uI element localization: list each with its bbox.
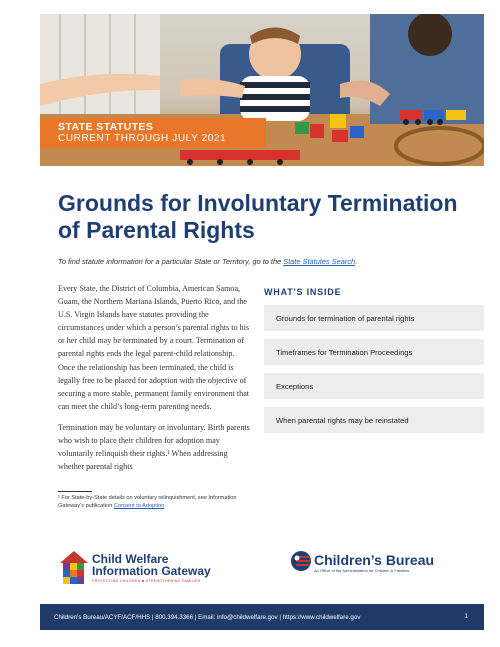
- footer-bar: [40, 604, 484, 630]
- banner-date: CURRENT THROUGH JULY 2021: [58, 133, 227, 144]
- cb-line-2: An Office of the Administration for Children & Families: [314, 568, 410, 573]
- inside-item-exceptions[interactable]: Exceptions: [264, 373, 484, 399]
- body-text: [58, 282, 250, 481]
- child-welfare-logo: [92, 553, 211, 583]
- inside-item-reinstated[interactable]: When parental rights may be reinstated: [264, 407, 484, 433]
- consent-to-adoption-link[interactable]: Consent to Adoption: [113, 503, 165, 509]
- state-statutes-banner: [40, 118, 266, 148]
- banner-title: STATE STATUTES: [58, 121, 154, 133]
- cwig-line-2: Information Gateway: [92, 564, 211, 578]
- intro-end: .: [355, 257, 358, 266]
- cwig-tagline: PROTECTING CHILDREN ■ STRENGTHENING FAMILIES: [92, 579, 201, 583]
- intro-text: To find statute information for a particular State or Territory, go to the: [58, 257, 284, 266]
- footnote: [58, 494, 254, 510]
- footnote-end: .: [164, 503, 166, 509]
- body-paragraph-1: Every State, the District of Columbia, American Samoa, Guam, the Northern Mariana Islands, Puerto Rico, and the U.S. Virgin Islands have statutes providing the circumstances under which a person’s parental rights to his or her child may be terminated by a court. Termination of parental rights ends the legal parent-child relationship. Once the relationship has been terminated, the child is legally free to be placed for adoption with the objective of securing a more stable, permanent family environment that can meet the child’s long-term parenting needs.: [58, 284, 250, 411]
- whats-inside-heading: WHAT'S INSIDE: [264, 287, 342, 297]
- childrens-bureau-logo: [314, 553, 434, 573]
- footer-contact: Children’s Bureau/ACYF/ACF/HHS | 800.394.3366 | Email: info@childwelfare.gov | https://www.childwelfare.gov: [54, 613, 361, 621]
- footnote-text: ¹ For State-by-State details on voluntary relinquishment, see Information Gateway’s publication: [58, 495, 237, 509]
- body-paragraph-2: Termination may be voluntary or involuntary. Birth parents who wish to place their children for adoption may voluntarily relinquish their rights.¹ When addressing whether parental rights: [58, 422, 250, 472]
- cwig-line-1: Child Welfare: [92, 552, 169, 566]
- state-statutes-search-link[interactable]: State Statutes Search: [283, 257, 356, 266]
- inside-item-timeframes[interactable]: Timeframes for Termination Proceedings: [264, 339, 484, 365]
- intro-line: [58, 257, 357, 266]
- childrens-bureau-flag-icon: [290, 550, 312, 572]
- page-title: Grounds for Involuntary Termination of Parental Rights: [58, 190, 458, 243]
- inside-item-grounds[interactable]: Grounds for termination of parental rights: [264, 305, 484, 331]
- page-number: 1: [464, 613, 468, 620]
- footnote-divider: [58, 491, 92, 492]
- cb-line-1: Children’s Bureau: [314, 552, 435, 568]
